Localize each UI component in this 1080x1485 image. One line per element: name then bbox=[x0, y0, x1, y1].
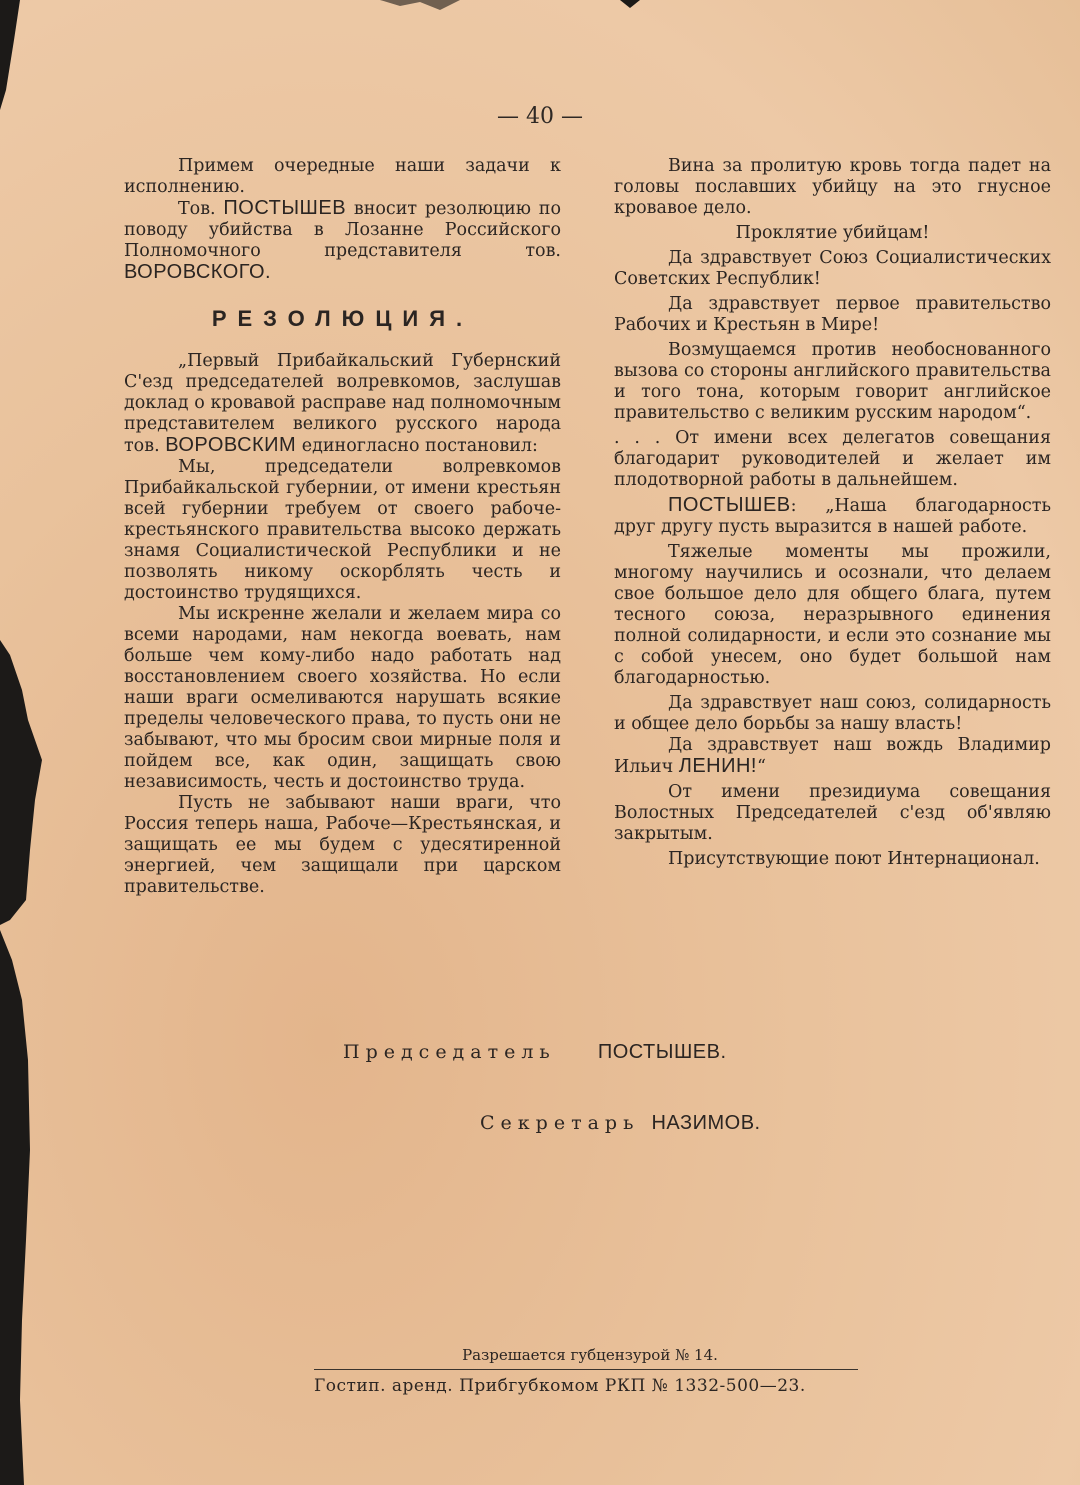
secretary-name: НАЗИМОВ. bbox=[651, 1112, 761, 1134]
paragraph: Да здравствует первое правительство Рабочих и Крестьян в Мире! bbox=[614, 294, 1051, 335]
chairman-signature bbox=[343, 1041, 727, 1064]
paragraph: Примем очередные наши задачи к исполнению. bbox=[124, 156, 561, 197]
paragraph: От имени президиума совещания Волостных Председателей с'езд об'являю закрытым. bbox=[614, 782, 1051, 844]
left-column bbox=[124, 156, 561, 898]
paragraph: Вина за пролитую кровь тогда падет на головы пославших убийцу на это гнусное кровавое дело. bbox=[614, 156, 1051, 218]
paragraph: „Первый Прибайкальский Губернский С'езд председателей волревкомов, заслушав доклад о кровавой расправе над полномочным представителем великого русского народа тов. ВОРОВСКИМ единогласно постановил: bbox=[124, 351, 561, 456]
paragraph: Тов. ПОСТЫШЕВ вносит резолюцию по поводу убийства в Лозанне Российского Полномочного представителя тов. ВОРОВСКОГО. bbox=[124, 197, 562, 283]
chairman-name: ПОСТЫШЕВ. bbox=[597, 1041, 727, 1063]
paragraph: Пусть не забывают наши враги, что Россия теперь наша, Рабоче—Крестьянская, и защищать ее мы будем с удесятиренной энергией, чем защищали при царском правительстве. bbox=[124, 793, 561, 897]
paragraph: Возмущаемся против необоснованного вызова со стороны английского правительства и того тона, которым говорит английское правительство с великим русским народом“. bbox=[614, 340, 1051, 423]
page-number: — 40 — bbox=[497, 104, 583, 129]
paragraph: Присутствующие поют Интернационал. bbox=[668, 849, 1040, 869]
printing-note: Гостип. аренд. Прибгубкомом РКП № 1332-500—23. bbox=[314, 1376, 806, 1396]
secretary-signature bbox=[480, 1112, 761, 1135]
resolution-heading: РЕЗОЛЮЦИЯ. bbox=[211, 306, 474, 331]
chairman-label: Председатель bbox=[343, 1041, 556, 1063]
secretary-label: Секретарь bbox=[480, 1112, 640, 1134]
paragraph: Да здравствует наш вождь Владимир Ильич ЛЕНИН!“ bbox=[614, 735, 1051, 777]
paragraph: Да здравствует Союз Социалистических Советских Республик! bbox=[614, 248, 1051, 289]
paragraph: ПОСТЫШЕВ: „Наша благодарность друг другу пусть выразится в нашей работе. bbox=[614, 494, 1051, 537]
paragraph: Да здравствует наш союз, солидарность и общее дело борьбы за нашу власть! bbox=[614, 693, 1051, 734]
paragraph: . . . От имени всех делегатов совещания благодарит руководителей и желает им плодотворной работы в дальнейшем. bbox=[614, 428, 1051, 490]
paragraph: Мы искренне желали и желаем мира со всеми народами, нам некогда воевать, нам больше чем кому-либо надо работать над восстановлением своего хозяйства. Но если наши враги осмеливаются нарушать всякие пределы человеческого права, то пусть они не забывают, что мы бросим свои мирные поля и пойдем все, как один, защищать свою независимость, честь и достоинство труда. bbox=[124, 604, 561, 792]
paragraph: Мы, председатели волревкомов Прибайкальской губернии, от имени крестьян всей губернии требуем от своего рабоче-крестьянского правительства высоко держать знамя Социалистической Республики и не позволять никому оскорблять честь и достоинство трудящихся. bbox=[124, 457, 561, 603]
paragraph: Проклятие убийцам! bbox=[735, 223, 930, 243]
censor-note: Разрешается губцензурой № 14. bbox=[462, 1346, 718, 1364]
footer-rule bbox=[314, 1369, 858, 1370]
right-column bbox=[614, 156, 1051, 870]
paragraph: Тяжелые моменты мы прожили, многому научились и осознали, что делаем свое большое дело для общего блага, путем тесного союза, неразрывного единения полной солидарности, и если это сознание мы с собой унесем, оно будет большой нам благодарностью. bbox=[614, 542, 1051, 688]
